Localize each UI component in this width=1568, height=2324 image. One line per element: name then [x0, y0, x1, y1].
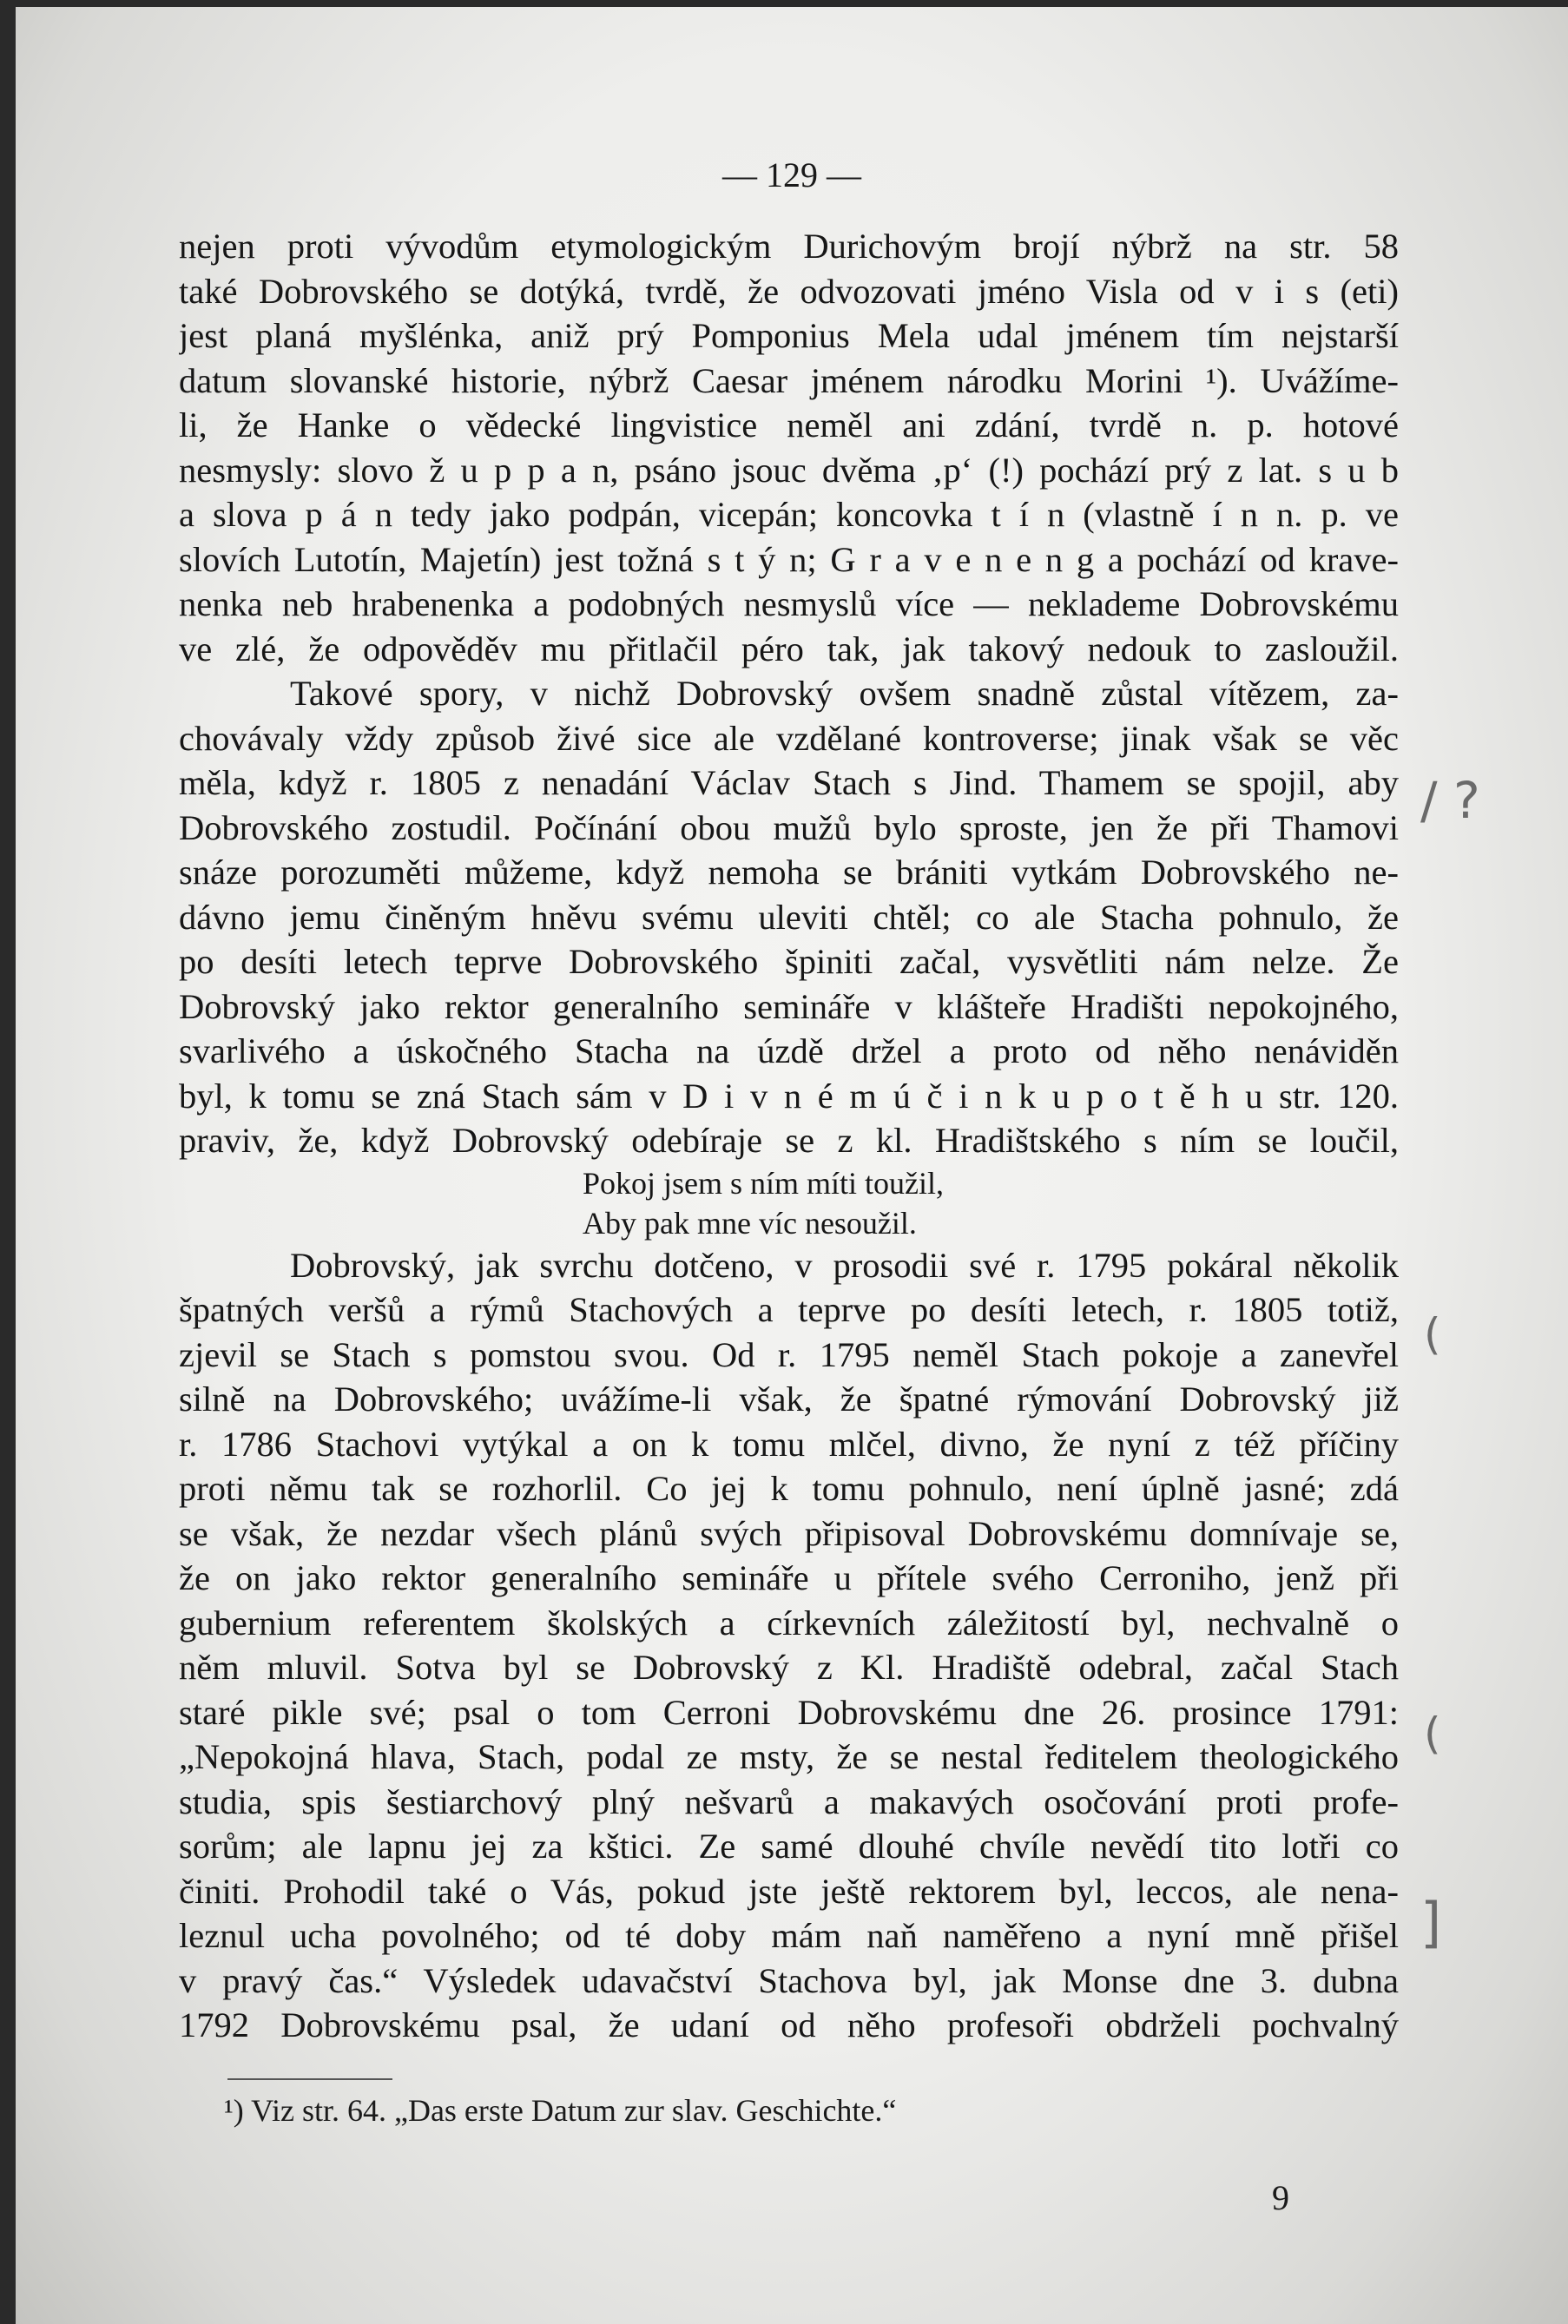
verse-line: Pokoj jsem s ním míti toužil, [583, 1165, 945, 1201]
text-line: dávno jemu činěným hněvu svému uleviti chtěl; co ale Stacha pohnulo, že [179, 897, 1399, 937]
footnote-divider [227, 2078, 392, 2080]
text-line: Dobrovský jako rektor generalního semináře v klášteře Hradišti nepokojného, [179, 986, 1399, 1026]
text-line: silně na Dobrovského; uvážíme-li však, že špatné rýmování Dobrovský již [179, 1379, 1399, 1419]
text-line: také Dobrovského se dotýká, tvrdě, že odvozovati jméno Visla od v i s (eti) [179, 271, 1399, 311]
text-line: měla, když r. 1805 z nenadání Václav Stach s Jind. Thamem se spojil, aby [179, 763, 1399, 802]
margin-pencil-mark: ( [1424, 1309, 1441, 1360]
margin-pencil-mark: ( [1424, 1708, 1441, 1759]
text-line: po desíti letech teprve Dobrovského špiniti začal, vysvětliti nám nelze. Že [179, 942, 1399, 981]
text-line: zjevil se Stach s pomstou svou. Od r. 1795 neměl Stach pokoje a zanevřel [179, 1334, 1399, 1374]
margin-pencil-mark: / ? [1420, 771, 1480, 830]
text-line: a slova p á n tedy jako podpán, vicepán; koncovka t í n (vlastně í n n. p. ve [179, 495, 1399, 534]
text-line: v pravý čas.“ Výsledek udavačství Stachova byl, jak Monse dne 3. dubna [179, 1960, 1399, 2000]
text-line: sorům; ale lapnu jej za kštici. Ze samé dlouhé chvíle nevědí tito lotři co [179, 1827, 1399, 1866]
text-line: gubernium referentem školských a církevních záležitostí byl, nechvalně o [179, 1603, 1399, 1643]
text-line: svarlivého a úskočného Stacha na úzdě držel a proto od něho nenáviděn [179, 1031, 1399, 1070]
text-line: snáze porozuměti můžeme, když nemoha se brániti vytkám Dobrovského ne- [179, 853, 1399, 892]
text-line: r. 1786 Stachovi vytýkal a on k tomu mlčel, divno, že nyní z též příčiny [179, 1424, 1399, 1464]
text-line: staré pikle své; psal o tom Cerroni Dobrovskému dne 26. prosince 1791: [179, 1692, 1399, 1732]
text-line: něm mluvil. Sotva byl se Dobrovský z Kl. Hradiště odebral, začal Stach [179, 1648, 1399, 1687]
verse-line: Aby pak mne víc nesoužil. [583, 1205, 917, 1241]
text-line: chovávaly vždy způsob živé sice ale vzdělané kontroverse; jinak však se věc [179, 718, 1399, 758]
text-line: proti němu tak se rozhorlil. Co jej k tomu pohnulo, není úplně jasné; zdá [179, 1469, 1399, 1508]
text-line: nesmysly: slovo ž u p p a n, psáno jsouc dvěma ‚p‘ (!) pochází prý z lat. s u b [179, 450, 1399, 490]
text-line: leznul ucha povolného; od té doby mám naň naměřeno a nyní mně přišel [179, 1916, 1399, 1955]
text-line: 1792 Dobrovskému psal, že udaní od něho profesoři obdrželi pochvalný [179, 2005, 1399, 2044]
text-line: ve zlé, že odpověděv mu přitlačil péro tak, jak takový nedouk to zasloužil. [179, 629, 1399, 668]
text-line: nejen proti vývodům etymologickým Durichovým brojí nýbrž na str. 58 [179, 227, 1399, 266]
text-line: studia, spis šestiarchový plný nešvarů a makavých osočování proti profe- [179, 1781, 1399, 1821]
text-line: špatných veršů a rýmů Stachových a teprve po desíti letech, r. 1805 totiž, [179, 1290, 1399, 1329]
text-line: Takové spory, v nichž Dobrovský ovšem snadně zůstal vítězem, za- [290, 674, 1399, 713]
text-line: li, že Hanke o vědecké lingvistice neměl ani zdání, tvrdě n. p. hotové [179, 405, 1399, 444]
text-line: Dobrovského zostudil. Počínání obou mužů bylo sproste, jen že při Thamovi [179, 807, 1399, 847]
margin-pencil-mark: ] [1420, 1891, 1442, 1954]
text-line: praviv, že, když Dobrovský odebíraje se z kl. Hradištského s ním se loučil, [179, 1121, 1399, 1160]
main-text [179, 224, 1399, 2048]
text-line: jest planá myšlénka, aniž prý Pomponius Mela udal jménem tím nejstarší [179, 316, 1399, 355]
text-line: činiti. Prohodil také o Vás, pokud jste ještě rektorem byl, leccos, ale nena- [179, 1871, 1399, 1911]
scanned-page [16, 7, 1568, 2324]
text-line: že on jako rektor generalního semináře u přítele svého Cerroniho, jenž při [179, 1558, 1399, 1597]
text-line: datum slovanské historie, nýbrž Caesar jménem národku Morini ¹). Uvážíme- [179, 360, 1399, 400]
text-line: nenka neb hrabenenka a podobných nesmyslů více — neklademe Dobrovskému [179, 584, 1399, 623]
text-line: slovích Lutotín, Majetín) jest tožná s t ý n; G r a v e n e n g a pochází od krave- [179, 539, 1399, 579]
footnote: ¹) Viz str. 64. „Das erste Datum zur slav. Geschichte.“ [224, 2093, 897, 2128]
text-line: „Nepokojná hlava, Stach, podal ze msty, že se nestal ředitelem theologického [179, 1737, 1399, 1776]
signature-number: 9 [1272, 2178, 1289, 2217]
text-line: byl, k tomu se zná Stach sám v D i v n é m ú č i n k u p o t ě h u str. 120. [179, 1076, 1399, 1116]
page-number: — 129 — [722, 155, 861, 194]
text-line: se však, že nezdar všech plánů svých připisoval Dobrovskému domnívaje se, [179, 1513, 1399, 1553]
text-line: Dobrovský, jak svrchu dotčeno, v prosodii své r. 1795 pokáral několik [290, 1245, 1399, 1285]
